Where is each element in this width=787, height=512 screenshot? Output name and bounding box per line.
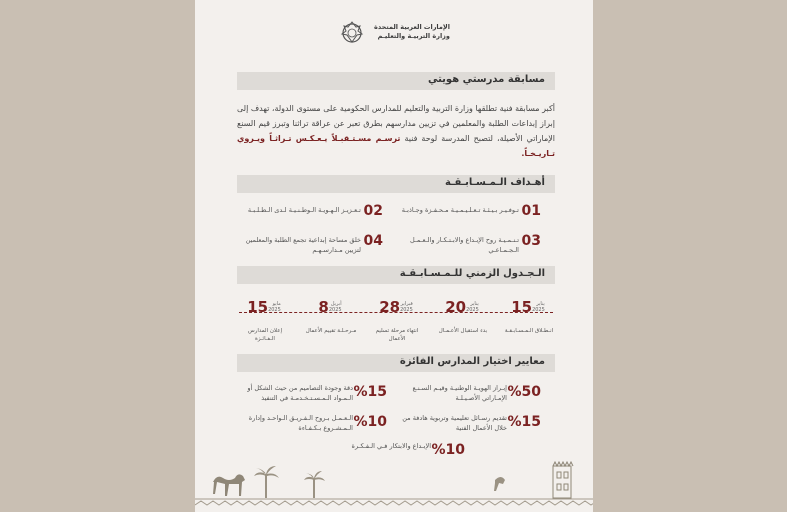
event-label: انتهاء مرحلة تسليم الأعمال — [375, 327, 419, 342]
criterion-percent: %10 — [353, 414, 387, 430]
goal-item — [233, 231, 383, 261]
criterion-item — [237, 380, 387, 414]
timeline-title: الـجـدول الزمني للـمـسـابـقـة — [399, 268, 545, 279]
event-label: بدء استقبال الأعـمـال — [438, 327, 488, 334]
criterion-percent: %15 — [353, 384, 387, 400]
org-name-line2: وزارة التربيـة والتعليـم — [377, 32, 450, 40]
event-day: 15 — [511, 297, 533, 316]
criterion-text: الإبـداع والابتكار فـي الـفـكـرة — [351, 442, 431, 450]
event-month: أبريل 2025 — [328, 300, 342, 313]
goals-title: أهـداف الـمـسـابـقـة — [444, 177, 545, 188]
goal-number: 04 — [363, 233, 383, 249]
event-day: 20 — [445, 297, 467, 316]
intro-text: أكبر مسابقة فنية تطلقها وزارة التربية والتعليم للمدارس الحكومية على مستوى الدولة، تهدف إلى إبراز إبداعات الطلبة والمعلمين في تزيين مدارسهم بطرق تعبر عن عراقة تراثنا وتبرز قيم السنع الإماراتي الأصيلة، لتصبح المدرسة لوحة فنية — [237, 104, 556, 143]
event-label: إعلان المدارس الـفـائـزة — [247, 327, 283, 342]
heritage-footer-illustration — [195, 452, 593, 512]
event-day: 8 — [318, 297, 329, 316]
criterion-text: إبـراز الهويـة الوطنيـة وقيـم السـنـع الإمـاراتي الأصـيـلـة — [412, 384, 507, 402]
palm-tree-icon — [304, 471, 325, 498]
timeline-event — [371, 296, 423, 343]
goal-text: خلق مساحة إبداعية تجمع الطلبة والمعلمين لتزيين مـدارسـهـم — [245, 236, 361, 254]
falcon-icon — [494, 477, 505, 491]
timeline-band — [237, 266, 555, 284]
goal-text: تـنـمـيـة روح الإبـداع والابـتـكـار والـعـمـل الـجـمـاعـي — [410, 236, 519, 254]
criterion-text: الـعـمـل بـروح الـفـريـق الـواحـد وإدارة الـمـشـروع بـكـفـاءة — [248, 414, 353, 432]
event-month: يناير 2025 — [466, 300, 479, 313]
criteria-band — [237, 354, 555, 372]
criterion-text: تقديم رسـائل تعليمية وتربوية هادفة من خلال الأعمال الفنية — [402, 414, 507, 432]
goals-band — [237, 175, 555, 193]
goal-number: 02 — [363, 203, 383, 219]
goal-text: تـوفـيـر بـيـئـة تـعـلـيـمـيـة مـحـفـزة وجـاذبـة — [401, 206, 519, 214]
event-label: انـطـلاق الـمـسـابـقـة — [504, 327, 554, 334]
goal-item — [391, 231, 541, 261]
intro-slogan: ترسـم مسـتـقبـلاً يـعـكـس تـراثـاً ويـروي تـاريـخـاً. — [237, 134, 555, 158]
criterion-percent: %10 — [431, 442, 465, 458]
criteria-title: معايير اختيار المدارس الفائزة — [399, 356, 545, 367]
timeline-event — [437, 296, 489, 335]
page-title: مسابقة مدرستي هويتي — [427, 74, 545, 85]
criterion-percent: %15 — [507, 414, 541, 430]
ground-border — [195, 499, 593, 505]
event-label: مـرحـلـة تقييم الأعمال — [305, 327, 357, 334]
timeline-event — [305, 296, 357, 335]
intro-paragraph — [237, 101, 555, 161]
ministry-name — [374, 23, 450, 41]
criterion-percent: %50 — [507, 384, 541, 400]
timeline — [237, 296, 555, 348]
goal-number: 01 — [521, 203, 541, 219]
palm-tree-icon — [254, 466, 279, 498]
timeline-event — [503, 296, 555, 335]
ministry-logo — [195, 18, 593, 46]
event-month: مايو 2025 — [268, 300, 281, 313]
event-month: يناير 2025 — [532, 300, 545, 313]
goal-item — [391, 201, 541, 231]
criterion-text: دقة وجودة التصاميم من حيث الشكل أو الـمـواد الـمـسـتـخـدمـة في التنفيذ — [247, 384, 353, 402]
criterion-item — [391, 380, 541, 414]
fort-icon — [553, 462, 573, 498]
uae-emblem-icon — [338, 18, 366, 46]
event-day: 28 — [379, 297, 401, 316]
event-month: فبراير 2025 — [400, 300, 413, 313]
camel-icon — [213, 474, 245, 496]
goal-item — [233, 201, 383, 231]
infographic-page — [195, 0, 593, 512]
org-name-line1: الإمارات العربية المتحدة — [374, 23, 450, 31]
title-band — [237, 72, 555, 90]
goal-text: تـعـزيـز الـهـويـة الـوطـنـيـة لـدى الـطـلـبـة — [247, 206, 361, 214]
goal-number: 03 — [521, 233, 541, 249]
timeline-event — [239, 296, 291, 343]
event-day: 15 — [247, 297, 269, 316]
